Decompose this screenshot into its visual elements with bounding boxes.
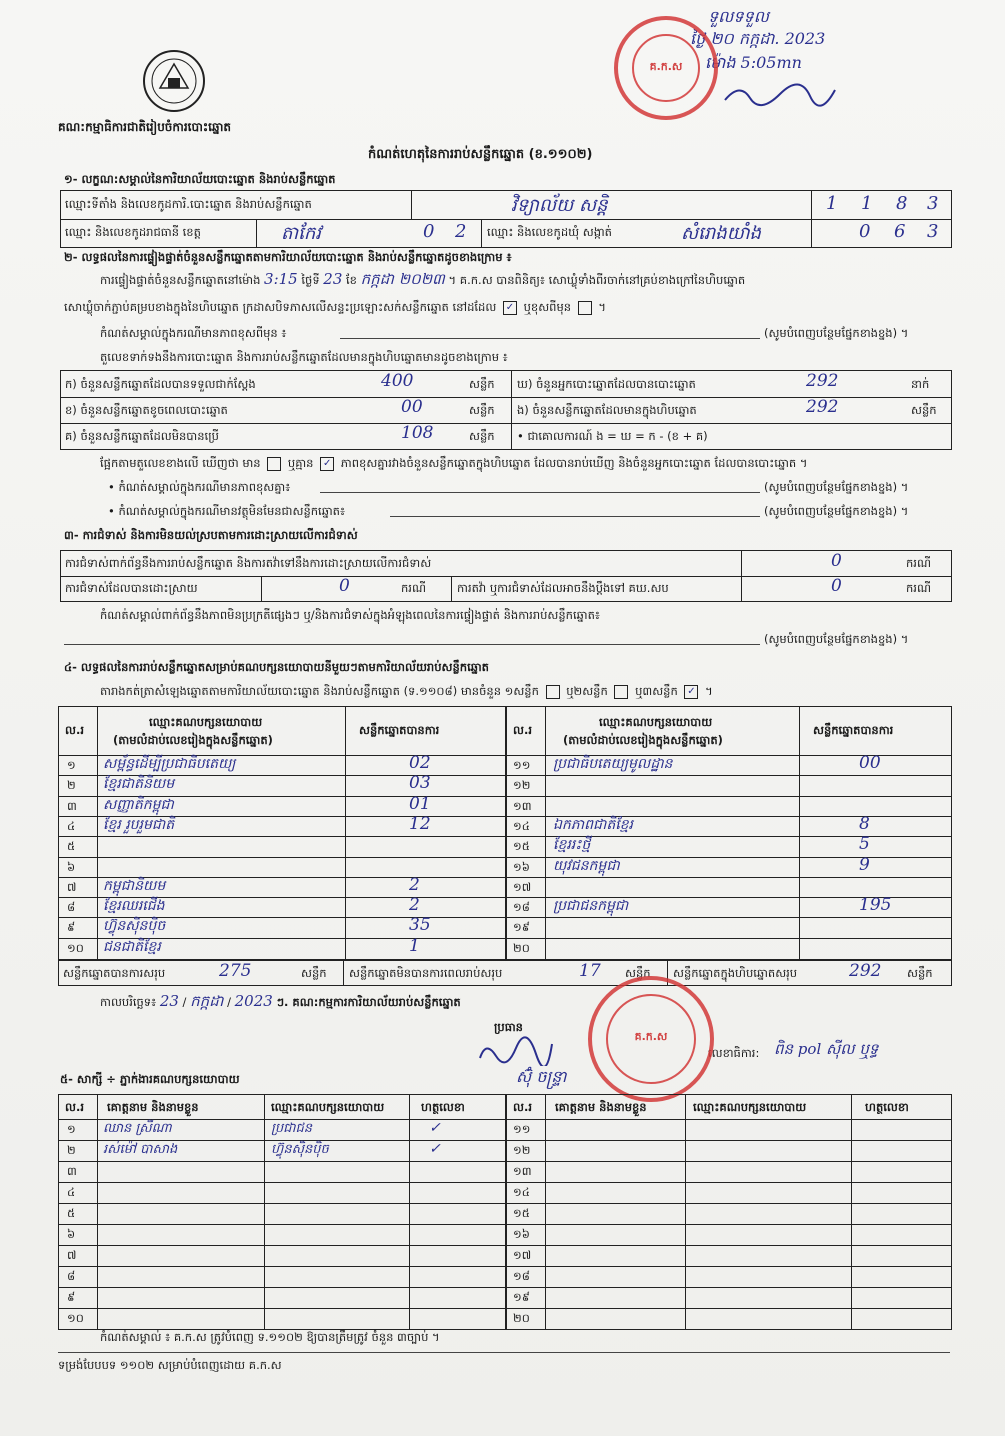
results-row-party-left: ខ្មែរ រួបរួមជាតិ: [103, 816, 175, 833]
fig-e-value: 292: [806, 397, 839, 417]
signing-day: 23: [159, 992, 179, 1010]
results-row-no-right: ១៣: [513, 798, 532, 813]
signing-month: កក្កដា: [190, 992, 224, 1010]
fig-c-value: 108: [401, 423, 434, 443]
section3-remark: កំណត់សម្គាល់ពាក់ព័ន្ធនឹងភាពមិនប្រក្រតីផ្សេងៗ ឬ/និងការជំទាស់ក្នុងអំឡុងពេលនៃការផ្ទៀងផ្ទាត់ និងការរាប់សន្លឹកឆ្នោត៖: [100, 608, 600, 622]
complaints-row2-unit: ករណី: [401, 581, 426, 595]
no-difference-checkbox[interactable]: ✓: [320, 457, 334, 471]
results-row-no-left: ៤: [67, 818, 76, 833]
official-seal-bottom-icon: គ.ក.ស: [588, 976, 714, 1102]
results-col-votes-right: សន្លឹកឆ្នោតបានការ: [813, 723, 894, 737]
chief-label: ប្រធាន: [494, 1020, 523, 1034]
total-valid-unit: សន្លឹក: [301, 966, 327, 980]
results-row-divider: [59, 857, 951, 858]
fig-d-label: ឃ) ចំនួនអ្នកបោះឆ្នោតដែលបានបោះឆ្នោត: [517, 377, 696, 391]
total-box-label: សន្លឹកឆ្នោតក្នុងហិបឆ្នោតសរុប: [673, 966, 798, 980]
witness-col-sign-right: ហត្ថលេខា: [865, 1100, 909, 1114]
verification-time: 3:15: [264, 270, 298, 288]
remark-non-ballot: • កំណត់សម្គាល់ក្នុងករណីមានវត្ថុមិនមែនជាសន្លឹកឆ្នោត៖: [108, 504, 346, 518]
verification-day: 23: [323, 270, 343, 288]
fig-b-unit: សន្លឹក: [469, 403, 495, 417]
total-valid-value: 275: [219, 961, 252, 981]
witness-row-no-right: ១៦: [513, 1227, 530, 1241]
results-row-divider: [59, 938, 951, 939]
complaints-row2-unit-b: ករណី: [906, 581, 931, 595]
form-title: កំណត់ហេតុនៃការរាប់សន្លឹកឆ្នោត (ខ.១១០២): [368, 147, 593, 162]
results-row-no-right: ២០: [513, 940, 530, 955]
witness-col-sign-left: ហត្ថលេខា: [421, 1100, 465, 1114]
fig-a-unit: សន្លឹក: [469, 377, 495, 391]
witness-row-divider: [59, 1224, 951, 1225]
results-row-no-left: ១: [67, 758, 76, 772]
total-box-value: 292: [849, 961, 882, 981]
witness-row-name-left: ឈាន ស្រីណា: [103, 1121, 172, 1136]
signing-date: កាលបរិច្ឆេទ៖ 23 / កក្កដា / 2023 ៗ. គណ:កម្មការការិយាល័យរាប់សន្លឹកឆ្នោត: [100, 992, 461, 1010]
remark-difference: • កំណត់សម្គាល់ក្នុងករណីមានភាពខុសគ្នា៖: [108, 480, 291, 494]
results-row-party-right: ឯកភាពជាតិខ្មែរ: [553, 816, 633, 833]
nec-emblem-icon: [140, 48, 208, 114]
fig-c-label: គ) ចំនួនសន្លឹកឆ្នោតដែលមិនបានប្រើ: [65, 429, 219, 443]
results-row-divider: [59, 877, 951, 878]
section2-heading: ២- លទ្ធផលនៃការផ្ទៀងផ្ទាត់ចំនួនសន្លឹកឆ្នោតតាមការិយាល័យបោះឆ្នោត និងរាប់សន្លឹកឆ្នោតដូចខាងក្រោម ៖: [64, 250, 512, 264]
results-row-votes-left: 2: [409, 895, 420, 916]
complaints-row1-unit: ករណី: [906, 556, 931, 570]
has-difference-checkbox[interactable]: [267, 457, 281, 471]
complaints-row2-value: 0: [339, 576, 350, 596]
witness-row-no-left: ៧: [67, 1248, 77, 1262]
witness-row-no-left: ២: [67, 1143, 76, 1157]
results-row-votes-left: 01: [409, 793, 431, 814]
witness-row-party-left: ប្រជាជន: [271, 1121, 313, 1136]
results-row-no-left: ៣: [67, 798, 77, 813]
receipt-signature-icon: [720, 80, 840, 114]
results-row-no-right: ១៧: [513, 879, 532, 894]
complaints-row1-label: ការជំទាស់ពាក់ព័ន្ធនឹងការរាប់សន្លឹកឆ្នោត និងការតវ៉ាទៅនឹងការដោះស្រាយលើការជំទាស់: [65, 556, 432, 570]
witness-row-divider: [59, 1182, 951, 1183]
results-row-votes-right: 5: [859, 834, 870, 855]
fig-c-unit: សន្លឹក: [469, 429, 495, 443]
section1-heading: ១- លក្ខណ:សម្គាល់នៃការិយាល័យបោះឆ្នោត និងរាប់សន្លឹកឆ្នោត: [64, 172, 336, 186]
witness-col-name-left: គោត្តនាម និងនាមខ្លួន: [107, 1100, 199, 1114]
witness-col-no-left: ល.រ: [65, 1100, 84, 1114]
witness-row-no-right: ១៤: [513, 1185, 530, 1199]
results-row-divider: [59, 796, 951, 797]
results-row-party-left: ខ្មែរជាតិនិយម: [103, 776, 175, 793]
results-row-party-right: ខ្មែររះថ្មី: [553, 837, 591, 854]
witness-row-no-left: ៩: [67, 1290, 76, 1304]
witness-col-party-right: ឈ្មោះគណបក្សនយោបាយ: [693, 1100, 807, 1114]
witness-col-name-right: គោត្តនាម និងនាមខ្លួន: [555, 1100, 647, 1114]
results-row-no-right: ១៥: [513, 839, 530, 854]
results-row-votes-left: 35: [409, 915, 431, 936]
same-as-before-checkbox[interactable]: ✓: [503, 301, 517, 315]
compare-line: ផ្អែកតាមតួលេខខាងលើ ឃើញថា មាន ឬគ្មាន ✓ ភាពខុសគ្នារវាងចំនួនសន្លឹកឆ្នោតក្នុងហិបឆ្នោត ដែលបានរាប់ឃើញ និងចំនួនអ្នកបោះឆ្នោត ដែលបានបោះឆ្នោត ។: [100, 456, 808, 470]
office-value: វិទ្យាល័យ សន្ដិ: [511, 195, 608, 216]
results-row-party-right: យុវជនកម្ពុជា: [553, 857, 620, 874]
witness-col-party-left: ឈ្មោះគណបក្សនយោបាយ: [271, 1100, 385, 1114]
results-row-divider: [59, 836, 951, 837]
section4-heading: ៤- លទ្ធផលនៃការរាប់សន្លឹកឆ្នោតសម្រាប់គណបក្សនយោបាយនីមួយៗតាមការិយាល័យរាប់សន្លឹកឆ្នោត: [64, 660, 489, 674]
witness-table: [58, 1094, 952, 1330]
results-row-no-right: ១៤: [513, 818, 530, 833]
witness-row-divider: [59, 1308, 951, 1309]
fig-e-label: ង) ចំនួនសន្លឹកឆ្នោតដែលមានក្នុងហិបឆ្នោត: [517, 403, 697, 417]
results-row-party-left: សម្ព័ន្ធដើម្បីប្រជាធិបតេយ្យ: [103, 756, 236, 772]
results-row-no-right: ១៩: [513, 920, 530, 935]
results-row-party-left: ជនជាតិខ្មែរ: [103, 938, 161, 955]
fig-a-value: 400: [381, 371, 414, 391]
complaints-row1-value: 0: [831, 551, 842, 571]
chief-name: ស៊ុំ ចន្ទ្រា: [516, 1067, 567, 1086]
witness-row-no-left: ១: [67, 1122, 76, 1136]
total-invalid-label: សន្លឹកឆ្នោតមិនបានការពេលរាប់សរុប: [349, 966, 503, 980]
figures-intro: តួលេខទាក់ទងនឹងការបោះឆ្នោត និងការរាប់សន្លឹកឆ្នោតដែលមានក្នុងហិបឆ្នោតមានដូចខាងក្រោម ៖: [100, 350, 508, 364]
total-box-unit: សន្លឹក: [907, 966, 933, 980]
witness-row-divider: [59, 1266, 951, 1267]
results-row-divider: [59, 917, 951, 918]
signing-year: 2023: [234, 992, 273, 1010]
witness-row-no-right: ១៣: [513, 1164, 532, 1178]
results-row-no-right: ១១: [513, 758, 531, 772]
results-row-no-right: ១២: [513, 778, 531, 793]
results-row-votes-left: 2: [409, 874, 420, 895]
fig-d-value: 292: [806, 371, 839, 391]
complaints-table: [60, 550, 952, 602]
office-code-4: 3: [927, 193, 939, 214]
one-sheet-checkbox[interactable]: [546, 685, 560, 699]
commune-code-1: 0: [859, 221, 871, 242]
witness-row-no-right: ២០: [513, 1311, 530, 1325]
results-row-party-left: ខ្មែរឈរជើង: [103, 898, 165, 915]
results-col-no-left: ល.រ: [65, 723, 84, 737]
results-row-party-right: ប្រជាជនកម្ពុជា: [553, 898, 629, 915]
office-code-3: 8: [896, 193, 908, 214]
witness-row-no-left: ៤: [67, 1185, 76, 1199]
results-row-no-left: ៦: [67, 859, 76, 874]
fill-note-3: (សូមបំពេញបន្ថែមផ្នែកខាងខ្នង) ។: [764, 504, 909, 518]
fill-note-2: (សូមបំពេញបន្ថែមផ្នែកខាងខ្នង) ។: [764, 480, 909, 494]
fig-d-unit: នាក់: [911, 377, 930, 391]
form-note: ទម្រង់បែបបទ ១១០២ សម្រាប់បំពេញដោយ គ.ក.ស: [58, 1358, 282, 1372]
results-row-divider: [59, 816, 951, 817]
results-col-party-right: ឈ្មោះគណបក្សនយោបាយ: [599, 715, 713, 729]
witness-row-divider: [59, 1287, 951, 1288]
province-code-2: 2: [455, 221, 467, 242]
witness-row-no-left: ៦: [67, 1227, 76, 1241]
fill-note-4: (សូមបំពេញបន្ថែមផ្នែកខាងខ្នង) ។: [764, 632, 909, 646]
office-code-1: 1: [826, 193, 838, 214]
results-col-votes-left: សន្លឹកឆ្នោតបានការ: [359, 723, 440, 737]
section4-intro: តារាងកត់ត្រាសំឡេងឆ្នោតតាមការិយាល័យបោះឆ្នោត និងរាប់សន្លឹកឆ្នោត (ទ.១១០៨) មានចំនួន ១សន្លឹក ឬ២សន្លឹក ឬ៣សន្លឹក ✓ ។: [100, 684, 713, 698]
results-row-votes-right: 9: [859, 854, 870, 875]
results-row-party-left: ហ៊្វុនស៊ិនប៉ិច: [103, 918, 166, 935]
results-row-votes-left: 02: [409, 753, 431, 773]
fig-b-label: ខ) ចំនួនសន្លឹកឆ្នោតខូចពេលបោះឆ្នោត: [65, 403, 228, 417]
witness-row-sign-left: ✓: [429, 1120, 441, 1136]
witness-row-no-left: ៨: [67, 1269, 76, 1283]
verification-line-1: ការផ្ទៀងផ្ទាត់ចំនួនសន្លឹកឆ្នោតនៅម៉ោង 3:15 ថ្ងៃទី 23 ខែ កក្កដា ២០២៣ ។ គ.ក.ស បានពិនិត្យ៖ សោឃ្លុំទាំងពីរចាក់នៅគ្រប់ខាងក្រៅនៃហិបឆ្នោត: [100, 270, 746, 288]
results-table: [58, 706, 952, 960]
commune-code-2: 6: [894, 221, 906, 242]
official-seal-top-icon: គ.ក.ស: [614, 16, 718, 120]
results-row-votes-right: 00: [859, 753, 881, 773]
fig-a-label: ក) ចំនួនសន្លឹកឆ្នោតដែលបានទទួលជាក់ស្តែង: [65, 377, 256, 391]
secretary-name: ពិន pol ស៊ីល ឬទ្ធ: [774, 1040, 879, 1058]
secretary-label: លេខាធិការ:: [708, 1046, 760, 1060]
formula-text: • ជាគោលការណ៍ ង = ឃ = ក - (ខ + គ): [517, 429, 708, 443]
witness-row-no-right: ១២: [513, 1143, 531, 1157]
results-row-no-right: ១៨: [513, 900, 530, 915]
complaints-row2-label-b: ការតវ៉ា ឬការជំទាស់ដែលអាចនឹងប្តឹងទៅ គឃ.សប: [457, 581, 669, 595]
witness-row-no-right: ១១: [513, 1122, 531, 1136]
results-row-no-right: ១៦: [513, 859, 530, 874]
witness-row-no-right: ១៧: [513, 1248, 532, 1262]
witness-row-divider: [59, 1203, 951, 1204]
province-label: ឈ្មោះ និងលេខកូដរាជធានី ខេត្ត: [65, 225, 201, 239]
complaints-row2-label: ការជំទាស់ដែលបានដោះស្រាយ: [65, 581, 198, 595]
witness-row-name-left: រស់ម៉ៅ បាសាង: [103, 1142, 178, 1157]
results-col-no-right: ល.រ: [513, 723, 532, 737]
witness-row-divider: [59, 1140, 951, 1141]
section3-heading: ៣- ការជំទាស់ និងការមិនយល់ស្របតាមការដោះស្រាយលើការជំទាស់: [64, 528, 358, 542]
results-row-party-right: ប្រជាធិបតេយ្យមូលដ្ឋាន: [553, 756, 673, 772]
province-code-1: 0: [423, 221, 435, 242]
total-invalid-unit: សន្លឹក: [625, 966, 651, 980]
results-row-no-left: ១០: [67, 940, 84, 955]
fig-e-unit: សន្លឹក: [911, 403, 937, 417]
issuer-name: គណ:កម្មាធិការជាតិរៀបចំការបោះឆ្នោត: [58, 120, 232, 134]
results-totals-row: [58, 960, 952, 986]
results-row-no-left: ២: [67, 778, 76, 793]
witness-row-no-left: ១០: [67, 1311, 84, 1325]
chief-signature-icon: [476, 1036, 556, 1070]
witness-row-divider: [59, 1245, 951, 1246]
witness-row-no-right: ១៨: [513, 1269, 530, 1283]
results-row-no-left: ៧: [67, 879, 77, 894]
results-col-party-sub-right: (តាមលំដាប់លេខរៀងក្នុងសន្លឹកឆ្នោត): [563, 733, 723, 747]
office-label: ឈ្មោះទីតាំង និងលេខកូដការិ.បោះឆ្នោត និងរាប់សន្លឹកឆ្នោត: [65, 197, 312, 211]
results-row-votes-left: 1: [409, 935, 420, 956]
province-value: តាកែវ: [281, 223, 321, 244]
commune-label: ឈ្មោះ និងលេខកូដឃុំ សង្កាត់: [487, 225, 612, 239]
results-row-divider: [59, 897, 951, 898]
results-row-votes-left: 12: [409, 813, 431, 834]
witness-row-no-left: ៥: [67, 1206, 76, 1220]
witness-row-sign-left: ✓: [429, 1141, 441, 1157]
results-row-votes-left: 03: [409, 773, 431, 794]
receipt-note-line-3: ម៉ោង 5:05mn: [705, 53, 802, 72]
office-code-2: 1: [861, 193, 873, 214]
results-row-votes-right: 8: [859, 813, 870, 834]
witness-row-no-right: ១៥: [513, 1206, 530, 1220]
commune-value: សំរោងយាំង: [681, 223, 761, 244]
total-valid-label: សន្លឹកឆ្នោតបានការសរុប: [63, 966, 166, 980]
results-row-votes-right: 195: [859, 895, 892, 916]
witness-row-no-left: ៣: [67, 1164, 77, 1178]
two-sheet-checkbox[interactable]: [614, 685, 628, 699]
results-row-no-left: ៩: [67, 920, 76, 935]
receipt-note-line-2: ថ្ងៃ ២០ កក្កដា. 2023: [690, 29, 826, 48]
witness-row-divider: [59, 1161, 951, 1162]
footer-remark: កំណត់សម្គាល់ ៖ គ.ក.ស ត្រូវបំពេញ ទ.១១០២ ឱ្យបានត្រឹមត្រូវ ចំនួន ៣ច្បាប់ ។: [100, 1330, 440, 1344]
witness-row-no-right: ១៩: [513, 1290, 530, 1304]
commune-code-3: 3: [927, 221, 939, 242]
results-col-party-sub-left: (តាមលំដាប់លេខរៀងក្នុងសន្លឹកឆ្នោត): [113, 733, 273, 747]
remark-change: កំណត់សម្គាល់ក្នុងករណីមានភាពខុសពីមុន ៖: [100, 326, 287, 340]
fill-note-1: (សូមបំពេញបន្ថែមផ្នែកខាងខ្នង) ។: [764, 326, 909, 340]
verification-line-2: សោឃ្លុំចាក់ភ្ជាប់គម្របខាងក្នុងនៃហិបឆ្នោត ក្រដាសបិទភាសលើសន្ទះប្រឡោះសក់សន្លឹកឆ្នោត នៅដដែល ✓ ឬខុសពីមុន ។: [64, 300, 606, 314]
receipt-note-line-1: ទួលទទួល: [708, 7, 769, 26]
figures-table: [60, 370, 952, 450]
complaints-row2-value-b: 0: [831, 576, 842, 596]
results-row-party-left: សញ្ញាតិកម្ពុជា: [103, 796, 174, 813]
results-row-no-left: ៨: [67, 900, 76, 915]
results-row-no-left: ៥: [67, 839, 76, 854]
results-row-party-left: កម្ពុជានិយម: [103, 877, 166, 894]
different-checkbox[interactable]: [578, 301, 592, 315]
section5-heading: ៥- សាក្សី ÷ ភ្នាក់ងារគណបក្សនយោបាយ: [60, 1072, 240, 1086]
verification-month: កក្កដា ២០២៣: [360, 270, 445, 288]
total-invalid-value: 17: [579, 961, 601, 981]
witness-row-party-left: ហ៊្វុនស៊ិនប៉ិច: [271, 1142, 329, 1157]
results-row-divider: [59, 775, 951, 776]
section1-table: [60, 190, 952, 248]
fig-b-value: 00: [401, 397, 423, 417]
results-col-party-left: ឈ្មោះគណបក្សនយោបាយ: [149, 715, 263, 729]
witness-col-no-right: ល.រ: [513, 1100, 532, 1114]
three-sheet-checkbox[interactable]: ✓: [684, 685, 698, 699]
